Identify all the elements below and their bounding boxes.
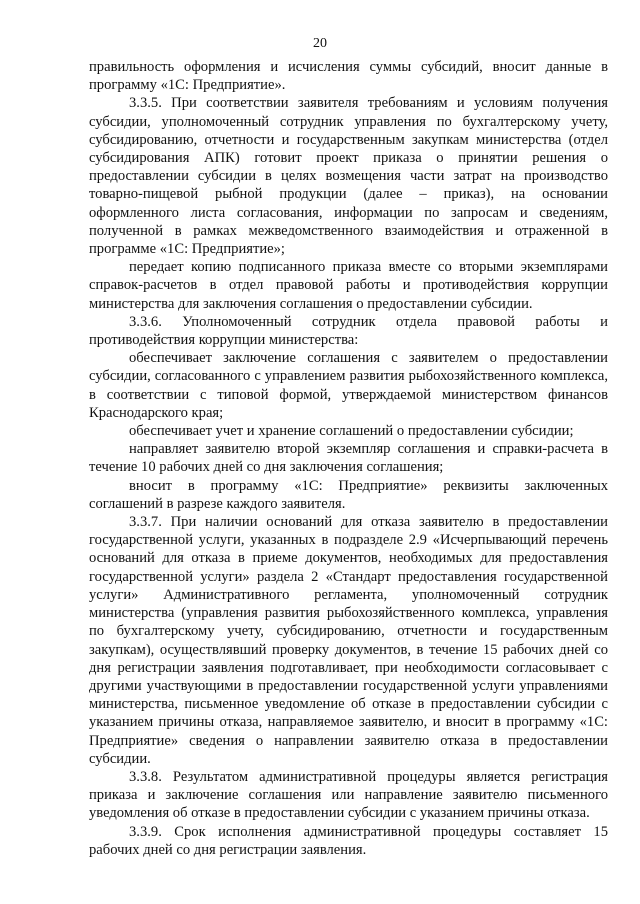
paragraph: 3.3.6. Уполномоченный сотрудник отдела правовой работы и противодействия коррупции министерства:	[89, 313, 608, 349]
paragraph: правильность оформления и исчисления суммы субсидий, вносит данные в программу «1С: Предприятие».	[89, 59, 608, 94]
paragraph: обеспечивает учет и хранение соглашений о предоставлении субсидии;	[129, 423, 574, 440]
paragraph: 3.3.8. Результатом административной процедуры является регистрация приказа и заключение соглашения или направление заявителю письменного уведомления об отказе в предоставлении субсидии с указанием причины отказа.	[89, 768, 608, 822]
paragraph: 3.3.5. При соответствии заявителя требованиям и условиям получения субсидии, уполномоченный сотрудник управления по бухгалтерскому учету, субсидированию, отчетности и государственным закупкам министерства (отдел субсидирования АПК) готовит проект приказа о принятии решения о предоставлении субсидии в целях возмещения части затрат на производство товарно-пищевой рыбной продукции (далее – приказ), на основании оформленного листа согласования, информации по запросам и сведениям, полученной в рамках межведомственного взаимодействия и отраженной в программе «1С: Предприятие»;	[89, 95, 608, 258]
paragraph: 3.3.7. При наличии оснований для отказа заявителю в предоставлении государственной услуги, указанных в подразделе 2.9 «Исчерпывающий перечень оснований для отказа в приеме документов, необходимых для предоставления государственной услуги» раздела 2 «Стандарт предоставления государственной услуги» Административного регламента, уполномоченный сотрудник министерства (управления развития рыбохозяйственного комплекса, управления по бухгалтерскому учету, субсидированию, отчетности и государственным закупкам), осуществлявший проверку документов, в течение 15 рабочих дней со дня регистрации заявления подготавливает, при необходимости согласовывает с другими участвующими в предоставлении государственной услуги управлениями министерства, письменное уведомление об отказе в предоставлении субсидии с указанием причины отказа, направляемое заявителю, и вносит в программу «1С: Предприятие» сведения о направлении заявителю отказа в предоставлении субсидии.	[89, 514, 608, 767]
document-body	[89, 58, 608, 859]
paragraph: 3.3.9. Срок исполнения административной процедуры составляет 15 рабочих дней со дня регистрации заявления.	[89, 823, 608, 858]
page-number: 20	[313, 36, 327, 51]
paragraph: вносит в программу «1С: Предприятие» реквизиты заключенных соглашений в разрезе каждого заявителя.	[89, 477, 608, 512]
paragraph: обеспечивает заключение соглашения с заявителем о предоставлении субсидии, согласованного с управлением развития рыбохозяйственного комплекса, в соответствии с типовой формой, утверждаемой министерством финансов Краснодарского края;	[89, 350, 608, 421]
paragraph: передает копию подписанного приказа вместе со вторыми экземплярами справок-расчетов в отдел правовой работы и противодействия коррупции министерства для заключения соглашения о предоставлении субсидии.	[89, 259, 608, 312]
paragraph: направляет заявителю второй экземпляр соглашения и справки-расчета в течение 10 рабочих дней со дня заключения соглашения;	[89, 441, 608, 476]
